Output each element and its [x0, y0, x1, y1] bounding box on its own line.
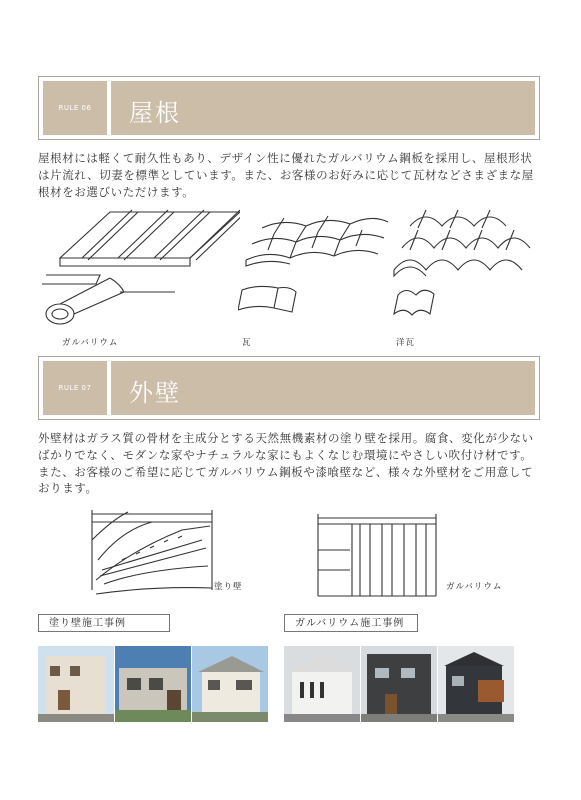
caption-galvalume-wall: ガルバリウム — [446, 582, 503, 592]
plaster-house-photo-3 — [192, 646, 268, 722]
roof-description: 屋根材には軽くて耐久性もあり、デザイン性に優れたガルバリウム鋼板を採用し、屋根形状は片流れ、切妻を標準としています。また、お客様のお好みに応じて瓦材などさまざまな屋根材をお選びいただけます。 — [38, 151, 534, 199]
galvalume-house-photo-1 — [284, 646, 360, 722]
galvalume-house-photo-2 — [361, 646, 437, 722]
galvalume-roof-sketch — [40, 200, 240, 335]
caption-kawara: 瓦 — [242, 338, 252, 348]
rule-tag: RULE 07 — [43, 361, 107, 415]
plaster-house-photo-2 — [115, 646, 191, 722]
caption-plaster: 塗り壁 — [214, 582, 243, 592]
section-title: 屋根 — [129, 99, 181, 127]
section-banner-roof — [38, 76, 540, 140]
section-banner-wall — [38, 356, 540, 420]
title-bar — [111, 361, 535, 415]
section-title: 外壁 — [129, 379, 181, 407]
galvalume-example-label: ガルバリウム施工事例 — [284, 614, 418, 632]
western-tile-sketch — [380, 200, 540, 335]
wall-description: 外壁材はガラス質の骨材を主成分とする天然無機素材の塗り壁を採用。腐食、変化が少ないばかりでなく、モダンな家やナチュラルな家にもよくなじむ環境にやさしい吹付け材です。また、お客様のご希望に応じてガルバリウム鋼板や漆喰壁など、様々な外壁材をご用意しております。 — [38, 431, 534, 496]
plaster-example-label: 塗り壁施工事例 — [38, 614, 170, 632]
kawara-tile-sketch — [238, 200, 398, 335]
rule-tag: RULE 06 — [43, 81, 107, 135]
caption-galvalume: ガルバリウム — [62, 338, 119, 348]
galvalume-house-photo-3 — [438, 646, 514, 722]
galvalume-wall-sketch — [312, 500, 452, 600]
title-bar — [111, 81, 535, 135]
caption-western-tile: 洋瓦 — [396, 338, 416, 348]
plaster-house-photo-1 — [38, 646, 114, 722]
